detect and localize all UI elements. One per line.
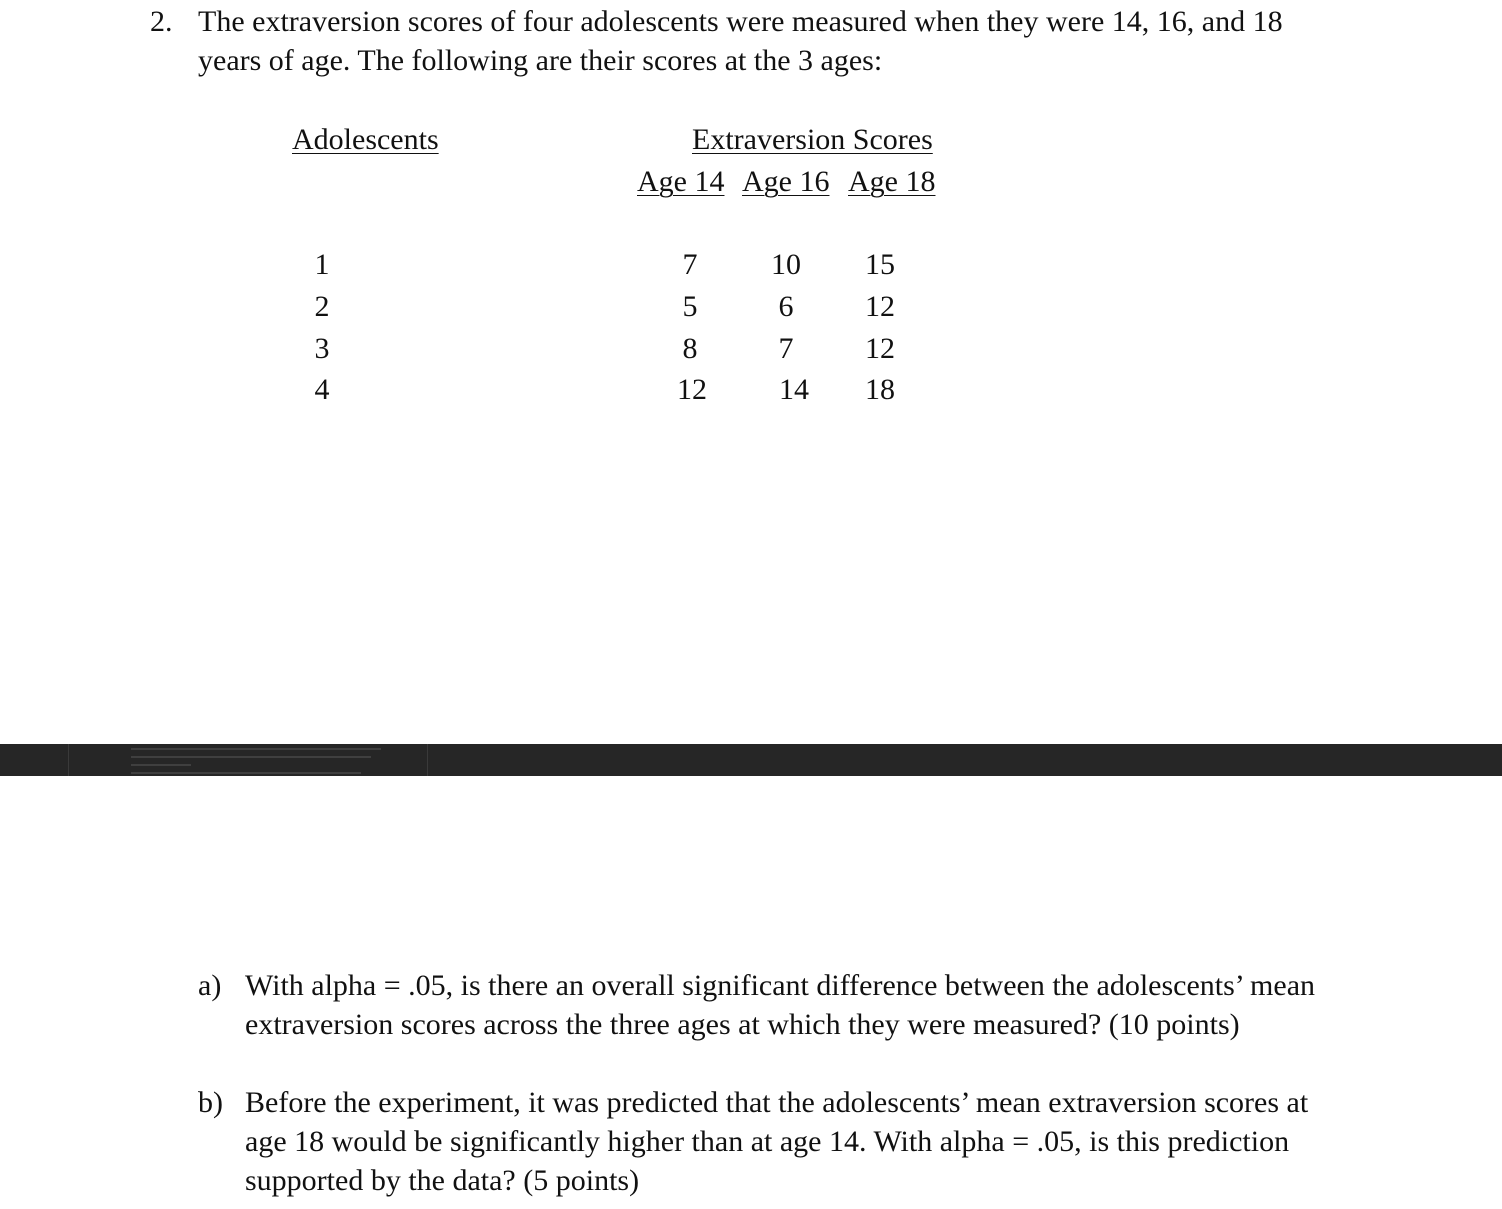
table-row-3-age18: 12	[865, 332, 895, 365]
subquestion-b	[198, 1083, 1328, 1203]
table-row-4-id: 4	[314, 373, 330, 406]
faded-thumbnail	[68, 744, 428, 776]
age-14-header: Age 14	[637, 165, 725, 198]
question-number: 2.	[150, 5, 173, 38]
table-row-1-age16: 10	[771, 248, 801, 281]
subquestion-b-label: b)	[198, 1086, 223, 1119]
table-row-4-age14: 12	[677, 373, 707, 406]
extraversion-scores-header: Extraversion Scores	[692, 123, 933, 156]
question-text: The extraversion scores of four adolescents were measured when they were 14, 16, and 18 years of age. The following are their scores at the 3 ages:	[198, 5, 1283, 77]
table-row-4-age16: 14	[779, 373, 809, 406]
table-row-1-age14: 7	[682, 248, 698, 281]
age-18-header: Age 18	[848, 165, 936, 198]
subquestion-a	[198, 966, 1328, 1086]
table-row-3-age14: 8	[682, 332, 698, 365]
age-16-header: Age 16	[742, 165, 830, 198]
table-row-4-age18: 18	[865, 373, 895, 406]
table-row-2-age18: 12	[865, 290, 895, 323]
subquestion-a-label: a)	[198, 969, 222, 1002]
table-row-2-age16: 6	[778, 290, 794, 323]
table-row-1-age18: 15	[865, 248, 895, 281]
table-row-3-age16: 7	[778, 332, 794, 365]
table-row-1-id: 1	[314, 248, 330, 281]
table-row-2-id: 2	[314, 290, 330, 323]
table-row-2-age14: 5	[682, 290, 698, 323]
table-row-3-id: 3	[314, 332, 330, 365]
adolescents-header: Adolescents	[292, 123, 439, 156]
subquestion-a-text: With alpha = .05, is there an overall significant difference between the adolescents’ mean extraversion scores across the three ages at which they were measured? (10 points)	[245, 969, 1316, 1041]
subquestion-b-text: Before the experiment, it was predicted that the adolescents’ mean extraversion scores at age 18 would be significantly higher than at age 14. With alpha = .05, is this prediction supported by the data? (5 points)	[245, 1086, 1309, 1197]
